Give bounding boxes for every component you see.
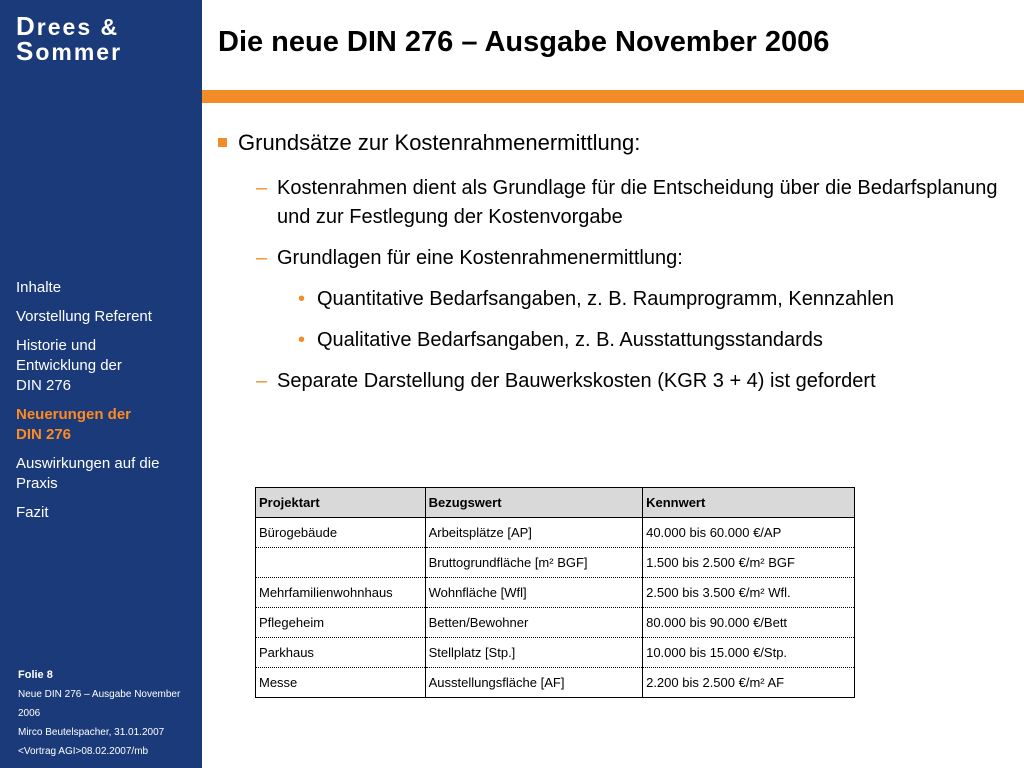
column-header-projektart: Projektart xyxy=(256,488,426,518)
nav-item-fazit[interactable]: Fazit xyxy=(16,504,49,521)
table-row xyxy=(256,518,855,548)
table-cell: Bruttogrundfläche [m² BGF] xyxy=(425,548,643,578)
table-row xyxy=(256,668,855,698)
footer-line-2: Mirco Beutelspacher, 31.01.2007 xyxy=(18,727,165,738)
table-row xyxy=(256,608,855,638)
table-cell: Pflegeheim xyxy=(256,608,426,638)
nav-item-vorstellung-referent[interactable]: Vorstellung Referent xyxy=(16,308,152,325)
table-cell: Bürogebäude xyxy=(256,518,426,548)
detail-point xyxy=(218,285,1008,314)
sub-point xyxy=(218,367,1008,396)
sub-point xyxy=(218,244,1008,273)
sub-point-text: Kostenrahmen dient als Grundlage für die Entscheidung über die Bedarfsplanung und zur Festlegung der Kostenvorgabe xyxy=(277,177,998,228)
dash-bullet-icon: – xyxy=(256,370,268,392)
table-cell: Wohnfläche [Wfl] xyxy=(425,578,643,608)
title-divider-bar xyxy=(202,90,1024,103)
sub-point-text: Separate Darstellung der Bauwerkskosten (KGR 3 + 4) ist gefordert xyxy=(277,370,876,392)
slide-content xyxy=(218,130,1008,408)
detail-point-text: Quantitative Bedarfsangaben, z. B. Raumprogramm, Kennzahlen xyxy=(317,288,894,310)
dot-bullet-icon: • xyxy=(298,288,306,310)
detail-point xyxy=(218,326,1008,355)
sub-point-text: Grundlagen für eine Kostenrahmenermittlung: xyxy=(277,247,683,269)
main-bullet-text: Grundsätze zur Kostenrahmenermittlung: xyxy=(238,130,641,155)
cost-benchmark-table xyxy=(255,487,855,698)
table-row xyxy=(256,578,855,608)
footer-line-3: <Vortrag AGI>08.02.2007/mb xyxy=(18,746,149,757)
table-row xyxy=(256,548,855,578)
column-header-bezugswert: Bezugswert xyxy=(425,488,643,518)
footer-line-1: Neue DIN 276 – Ausgabe November 2006 xyxy=(18,689,181,719)
nav-item-inhalte[interactable]: Inhalte xyxy=(16,279,62,296)
square-bullet-icon xyxy=(218,138,227,147)
nav-item-neuerungen[interactable]: Neuerungen der DIN 276 xyxy=(16,406,132,443)
nav-item-historie[interactable]: Historie und Entwicklung der DIN 276 xyxy=(16,337,122,394)
table-cell: 80.000 bis 90.000 €/Bett xyxy=(643,608,855,638)
table-row xyxy=(256,638,855,668)
nav-item-auswirkungen[interactable]: Auswirkungen auf die Praxis xyxy=(16,455,160,492)
table-cell: Messe xyxy=(256,668,426,698)
table-cell: 40.000 bis 60.000 €/AP xyxy=(643,518,855,548)
table-cell: 2.500 bis 3.500 €/m² Wfl. xyxy=(643,578,855,608)
table-cell: 10.000 bis 15.000 €/Stp. xyxy=(643,638,855,668)
logo-line-1: Drees & xyxy=(16,11,120,41)
slide-footer xyxy=(18,666,202,761)
dash-bullet-icon: – xyxy=(256,247,268,269)
table-header-row xyxy=(256,488,855,518)
main-bullet xyxy=(218,130,1008,156)
sidebar xyxy=(0,0,202,768)
table-cell: Ausstellungsfläche [AF] xyxy=(425,668,643,698)
dot-bullet-icon: • xyxy=(298,329,306,351)
table-cell: Stellplatz [Stp.] xyxy=(425,638,643,668)
table-cell: 1.500 bis 2.500 €/m² BGF xyxy=(643,548,855,578)
table-cell xyxy=(256,548,426,578)
logo-line-2: Sommer xyxy=(16,36,123,66)
table-cell: Mehrfamilienwohnhaus xyxy=(256,578,426,608)
table-cell: Betten/Bewohner xyxy=(425,608,643,638)
agenda-nav xyxy=(16,278,196,532)
slide-number: Folie 8 xyxy=(18,669,53,681)
column-header-kennwert: Kennwert xyxy=(643,488,855,518)
table-cell: 2.200 bis 2.500 €/m² AF xyxy=(643,668,855,698)
table-cell: Parkhaus xyxy=(256,638,426,668)
detail-point-text: Qualitative Bedarfsangaben, z. B. Ausstattungsstandards xyxy=(317,329,823,351)
sub-point xyxy=(218,174,1008,232)
table-cell: Arbeitsplätze [AP] xyxy=(425,518,643,548)
company-logo xyxy=(16,11,123,66)
dash-bullet-icon: – xyxy=(256,177,268,199)
slide-title: Die neue DIN 276 – Ausgabe November 2006 xyxy=(218,26,830,58)
